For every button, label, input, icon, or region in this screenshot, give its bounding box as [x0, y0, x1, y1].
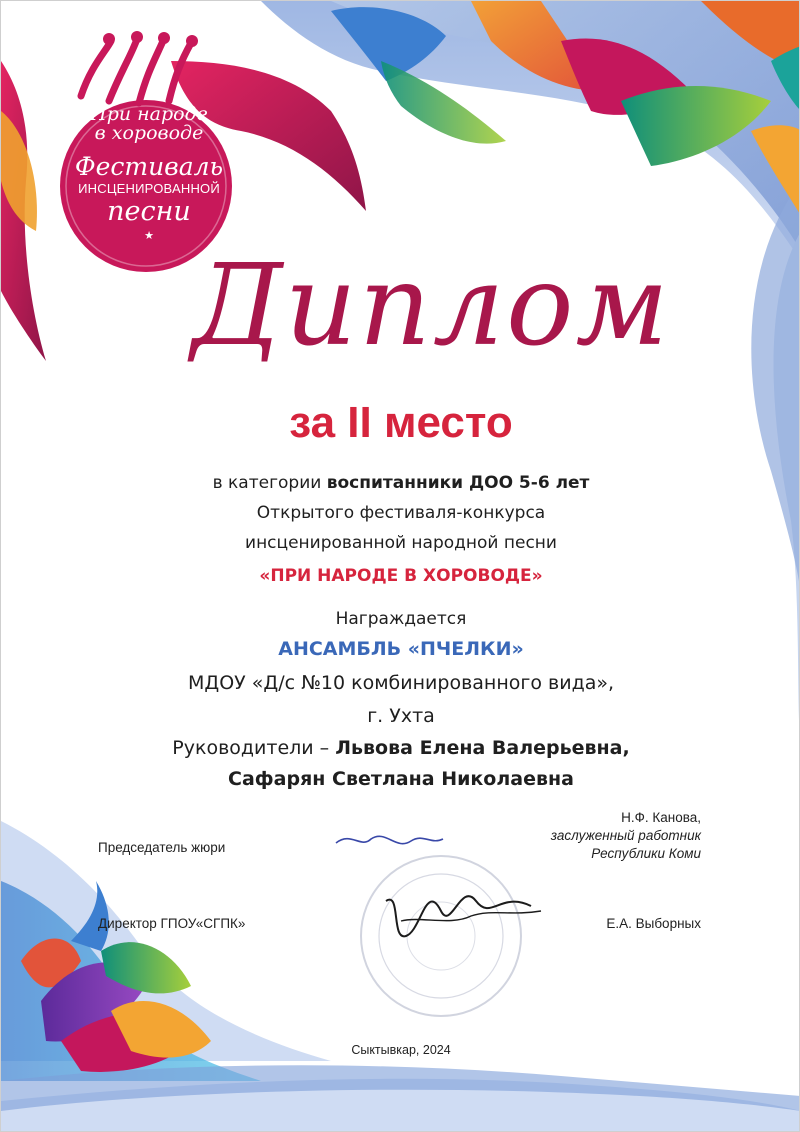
award-city: г. Ухта — [367, 705, 435, 727]
jury-role-line-2: Республики Коми — [591, 846, 701, 861]
footer-city-year: Сыктывкар, 2024 — [351, 1043, 451, 1057]
category-name: воспитанники ДОО 5-6 лет — [326, 473, 590, 493]
logo-line-5: песни — [107, 196, 191, 227]
jury-title: Председатель жюри — [98, 840, 226, 855]
leaders-line-2 — [1, 767, 800, 791]
award-organization: МДОУ «Д/с №10 комбинированного вида», — [187, 672, 615, 694]
award-recipient: АНСАМБЛЬ «ПЧЕЛКИ» — [278, 638, 524, 660]
logo-line-3: Фестиваль — [74, 152, 224, 181]
leaders-name-2: Сафарян Светлана Николаевна — [228, 768, 574, 790]
place-heading: за II место — [289, 398, 513, 447]
jury-role-line-1: заслуженный работник — [550, 828, 701, 843]
leaders-line-1 — [1, 736, 800, 760]
logo-line-4: ИНСЦЕНИРОВАННОЙ — [78, 181, 220, 196]
director-title: Директор ГПОУ«СГПК» — [98, 916, 246, 931]
logo-line-1: При народе — [90, 103, 208, 125]
festival-name: «ПРИ НАРОДЕ В ХОРОВОДЕ» — [259, 566, 543, 586]
festival-line-1: Открытого фестиваля-конкурса — [256, 503, 546, 523]
jury-name: Н.Ф. Канова, — [621, 810, 701, 825]
logo-line-2: в хороводе — [94, 122, 204, 144]
leaders-name-1: Львова Елена Валерьевна, — [335, 737, 630, 759]
award-label: Награждается — [335, 609, 467, 629]
logo-text — [69, 105, 229, 242]
category-line — [1, 471, 800, 495]
leaders-prefix: Руководители – — [172, 737, 330, 759]
director-name: Е.А. Выборных — [606, 916, 701, 931]
diploma-title: Диплом — [191, 241, 671, 371]
category-prefix: в категории — [212, 473, 322, 493]
star-icon: ★ — [144, 229, 154, 242]
festival-line-2: инсценированной народной песни — [245, 533, 557, 553]
